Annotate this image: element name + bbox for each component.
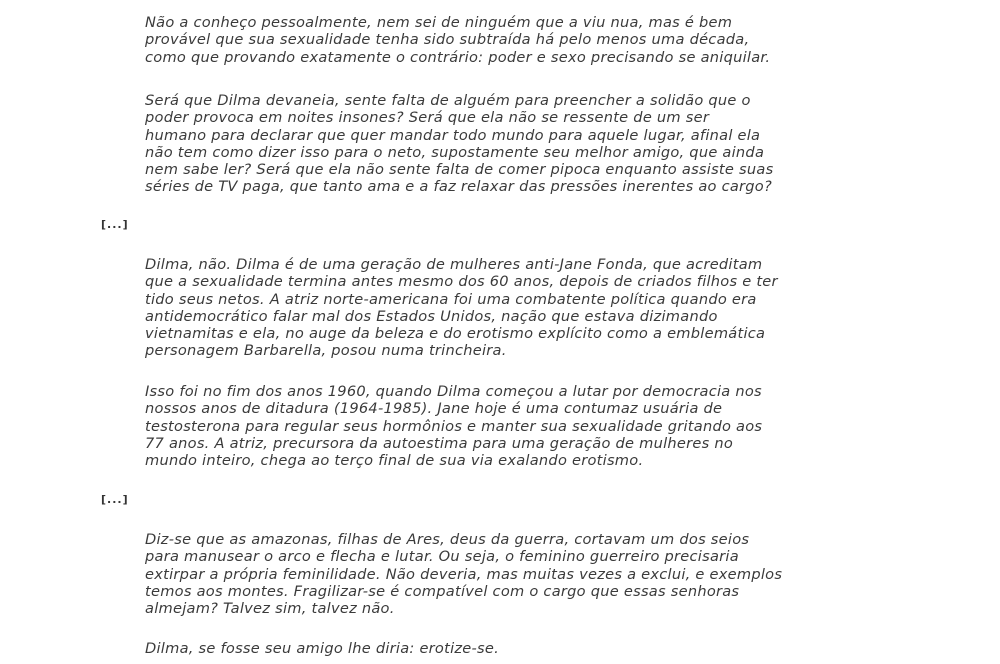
paragraph: Será que Dilma devaneia, sente falta de alguém para preencher a solidão que o poder provoca em noites insones? Será que ela não se ressente de um ser humano para declarar que quer mandar todo mundo para aquele lugar, afinal ela não tem como dizer isso para o neto, supostamente seu melhor amigo, que ainda nem sabe ler? Será que ela não sente falta de comer pipoca enquanto assiste suas séries de TV paga, que tanto ama e a faz relaxar das pressões inerentes ao cargo? <box>145 92 774 196</box>
paragraph: Dilma, não. Dilma é de uma geração de mulheres anti-Jane Fonda, que acreditam que a sexualidade termina antes mesmo dos 60 anos, depois de criados filhos e ter tido seus netos. A atriz norte-americana foi uma combatente política quando era antidemocrático falar mal dos Estados Unidos, nação que estava dizimando vietnamitas e ela, no auge da beleza e do erotismo explícito como a emblemática personagem Barbarella, posou numa trincheira. <box>145 256 778 360</box>
omission-marker: [...] <box>101 218 129 231</box>
paragraph: Diz-se que as amazonas, filhas de Ares, deus da guerra, cortavam um dos seios para manusear o arco e flecha e lutar. Ou seja, o feminino guerreiro precisaria extirpar a própria feminilidade. Não deveria, mas muitas vezes a exclui, e exemplos temos aos montes. Fragilizar-se é compatível com o cargo que essas senhoras almejam? Talvez sim, talvez não. <box>145 531 783 618</box>
paragraph: Não a conheço pessoalmente, nem sei de ninguém que a viu nua, mas é bem provável que sua sexualidade tenha sido subtraída há pelo menos uma década, como que provando exatamente o contrário: poder e sexo precisando se aniquilar. <box>145 14 771 66</box>
closing-paragraph: Dilma, se fosse seu amigo lhe diria: erotize-se. <box>145 640 500 657</box>
omission-marker: [...] <box>101 493 129 506</box>
paragraph: Isso foi no fim dos anos 1960, quando Dilma começou a lutar por democracia nos nossos anos de ditadura (1964-1985). Jane hoje é uma contumaz usuária de testosterona para regular seus hormônios e manter sua sexualidade gritando aos 77 anos. A atriz, precursora da autoestima para uma geração de mulheres no mundo inteiro, chega ao terço final de sua via exalando erotismo. <box>145 383 763 470</box>
